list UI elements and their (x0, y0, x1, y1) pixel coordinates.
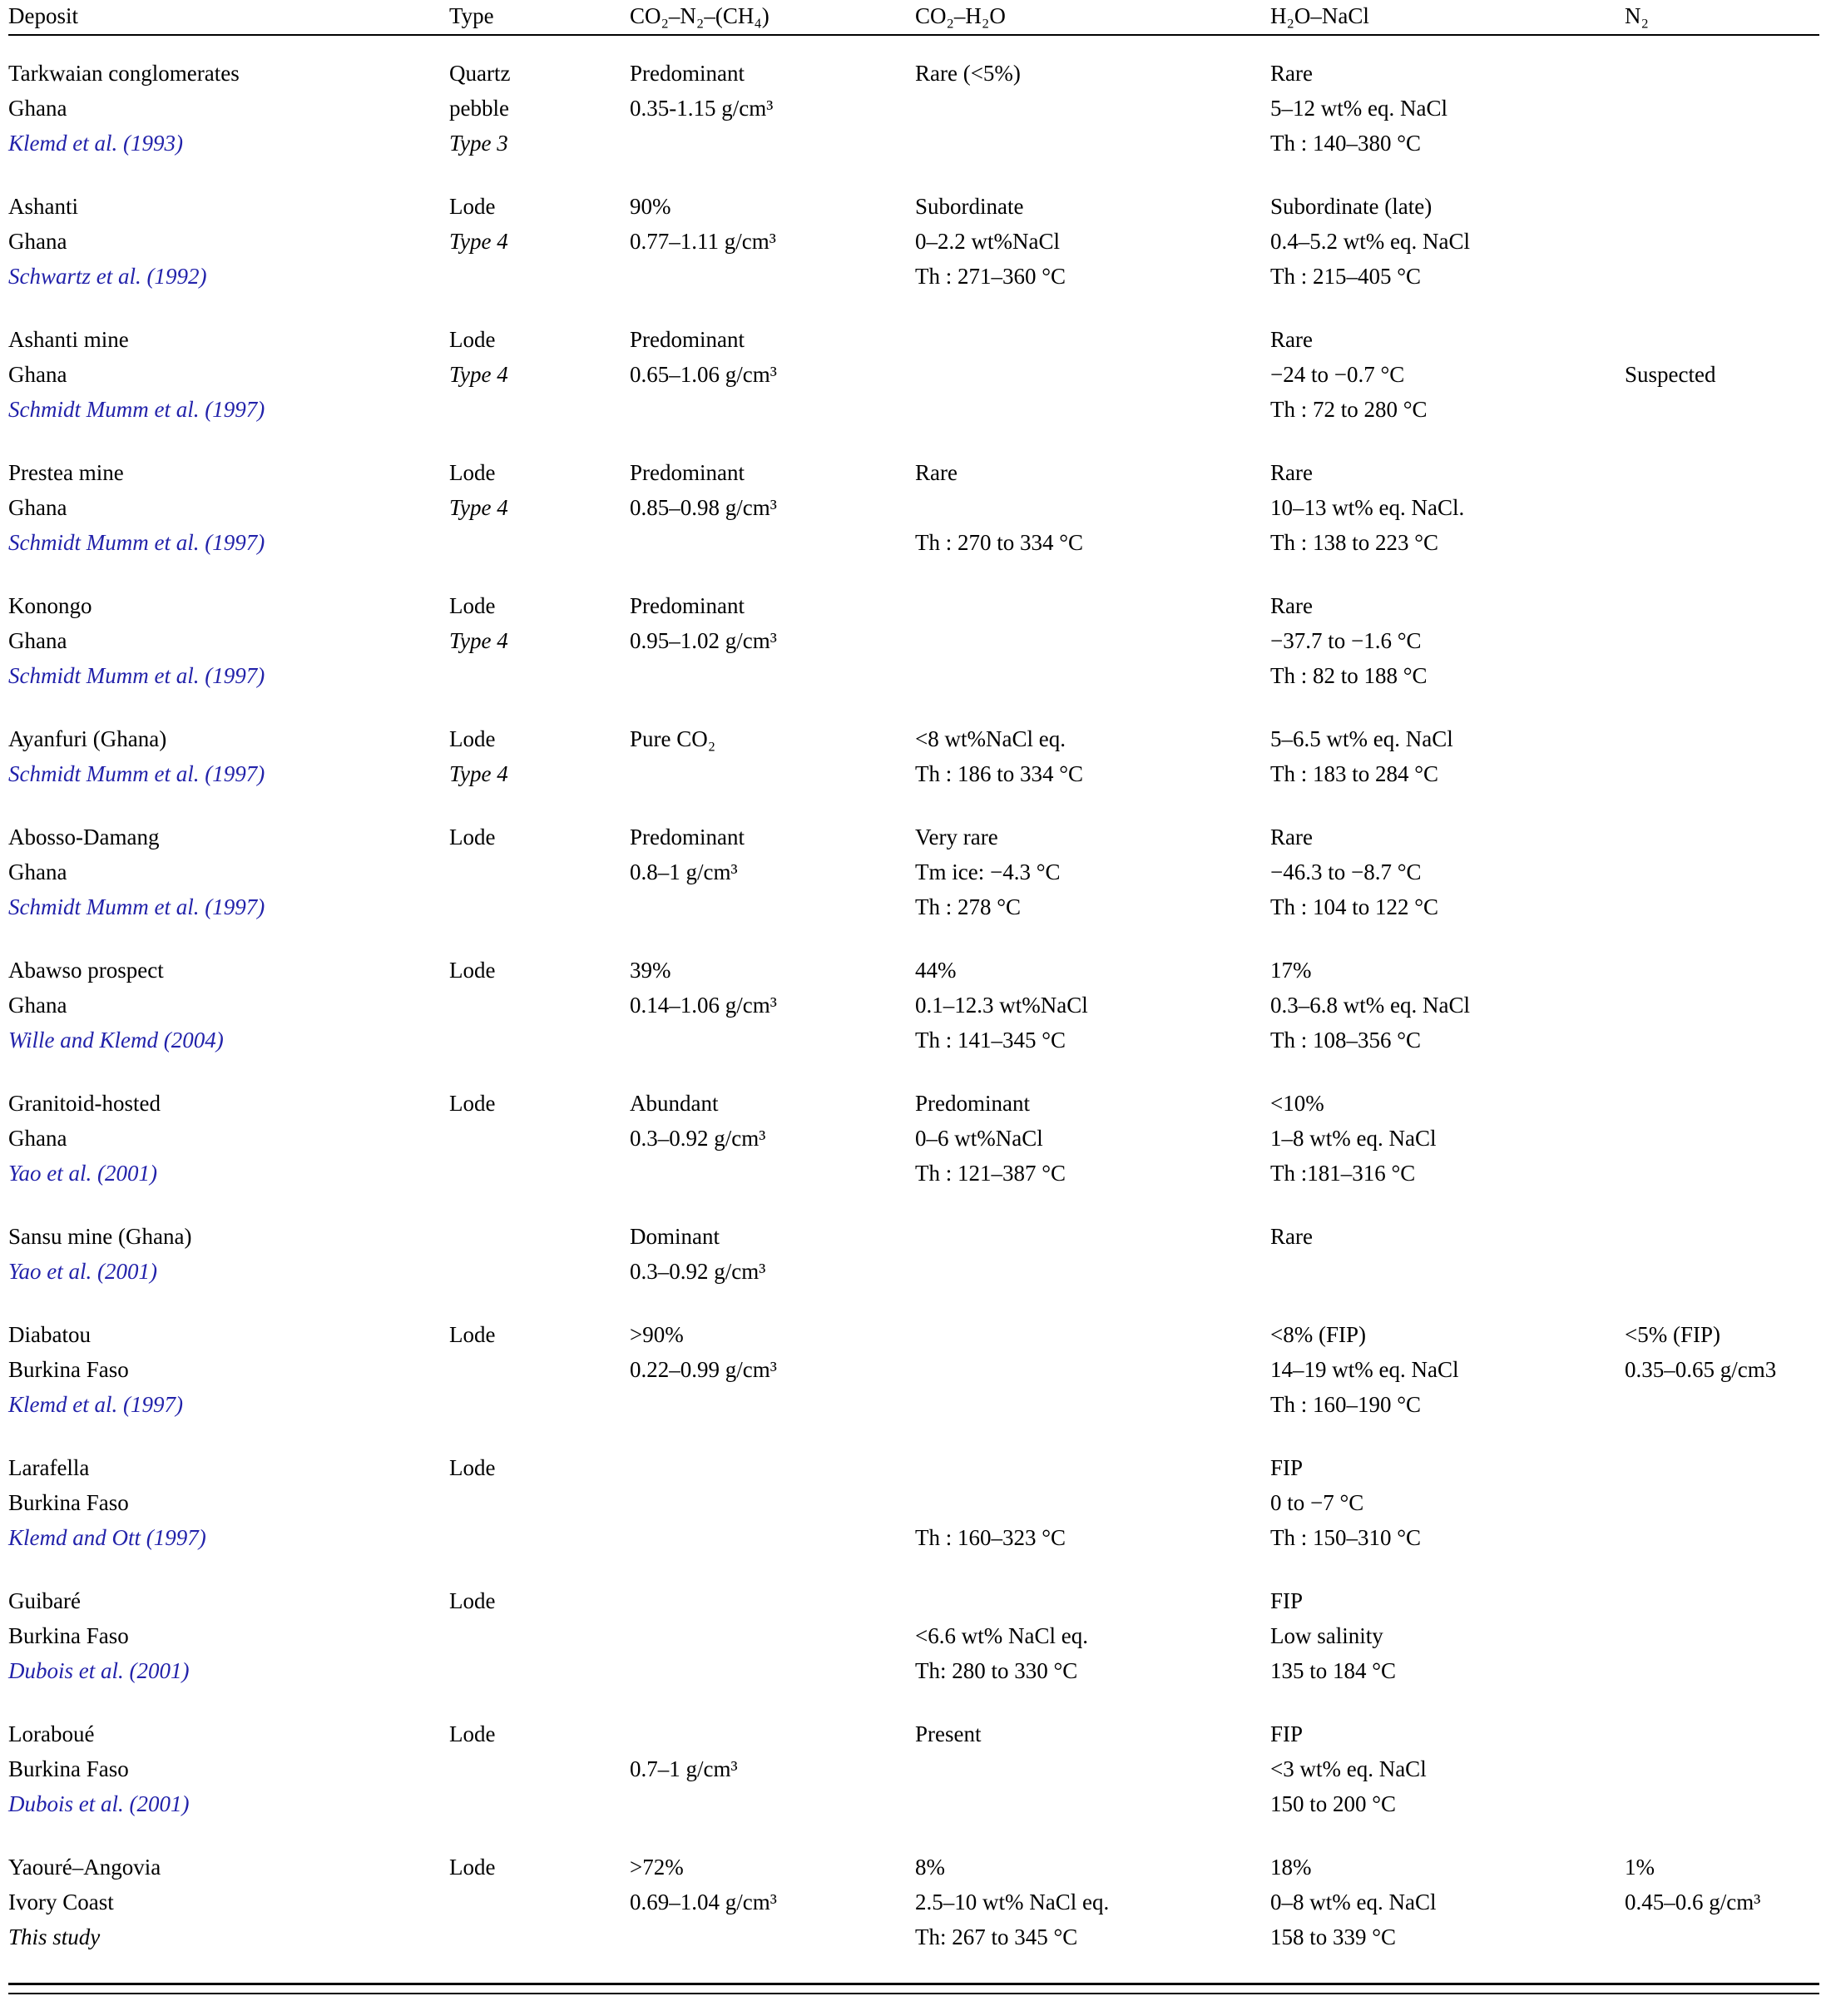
deposit-cell (8, 820, 449, 924)
co2-h2o-cell (915, 1219, 1270, 1289)
reference-link[interactable]: Schmidt Mumm et al. (1997) (8, 761, 265, 786)
h2o-nacl-line: Rare (1270, 593, 1313, 618)
type-variant-label: Type 4 (449, 362, 508, 387)
deposit-name-line: Granitoid-hosted (8, 1091, 161, 1116)
reference-link[interactable]: Yao et al. (2001) (8, 1161, 158, 1186)
co2-h2o-line: Very rare (915, 825, 998, 849)
deposit-cell (8, 1450, 449, 1555)
column-header-type: Type (449, 3, 494, 28)
h2o-nacl-line: −46.3 to −8.7 °C (1270, 859, 1422, 884)
h2o-nacl-line: FIP (1270, 1588, 1304, 1613)
co2-n2-ch4-line: Predominant (630, 61, 745, 86)
h2o-nacl-line: Subordinate (late) (1270, 194, 1433, 219)
n2-cell (1625, 1450, 1819, 1555)
h2o-nacl-line: Th : 150–310 °C (1270, 1525, 1422, 1550)
co2-h2o-cell (915, 455, 1270, 560)
type-line: Lode (449, 194, 496, 219)
h2o-nacl-cell (1270, 455, 1625, 560)
type-cell (449, 1450, 630, 1555)
type-cell (449, 56, 630, 161)
co2-n2-ch4-line: 0.14–1.06 g/cm³ (630, 993, 777, 1018)
co2-h2o-line: Th : 121–387 °C (915, 1161, 1066, 1186)
reference-link[interactable]: Schmidt Mumm et al. (1997) (8, 663, 265, 688)
type-cell (449, 953, 630, 1058)
co2-n2-ch4-line: Predominant (630, 593, 745, 618)
table-row (8, 1219, 1819, 1289)
co2-n2-ch4-line: Predominant (630, 327, 745, 352)
h2o-nacl-line: −37.7 to −1.6 °C (1270, 628, 1422, 653)
co2-h2o-line: Subordinate (915, 194, 1024, 219)
co2-h2o-line: Th : 270 to 334 °C (915, 530, 1084, 555)
n2-cell (1625, 1850, 1819, 1954)
table-header-row (8, 3, 1819, 36)
type-line: Lode (449, 1855, 496, 1880)
co2-n2-ch4-cell (630, 1450, 915, 1555)
deposit-name-line: Ashanti (8, 194, 78, 219)
h2o-nacl-line: Rare (1270, 1224, 1313, 1249)
co2-n2-ch4-cell (630, 588, 915, 693)
type-cell (449, 721, 630, 791)
column-header-co2-n2-ch4: CO₂–N₂–(CH₄) (630, 3, 769, 28)
n2-line: 0.45–0.6 g/cm³ (1625, 1890, 1761, 1914)
reference-link[interactable]: Klemd and Ott (1997) (8, 1525, 206, 1550)
co2-h2o-cell (915, 1450, 1270, 1555)
co2-h2o-cell (915, 322, 1270, 427)
n2-cell (1625, 721, 1819, 791)
h2o-nacl-line: Rare (1270, 825, 1313, 849)
h2o-nacl-line: 18% (1270, 1855, 1312, 1880)
deposit-name-line: Ghana (8, 628, 67, 653)
n2-cell (1625, 455, 1819, 560)
co2-n2-ch4-line: Predominant (630, 825, 745, 849)
co2-n2-ch4-line: 0.22–0.99 g/cm³ (630, 1357, 777, 1382)
h2o-nacl-line: Th : 215–405 °C (1270, 264, 1422, 289)
h2o-nacl-line: 17% (1270, 958, 1312, 983)
co2-n2-ch4-line: 0.85–0.98 g/cm³ (630, 495, 777, 520)
n2-cell (1625, 953, 1819, 1058)
table-row (8, 1716, 1819, 1821)
co2-h2o-line: Present (915, 1721, 982, 1746)
deposit-cell (8, 1583, 449, 1688)
h2o-nacl-line: 10–13 wt% eq. NaCl. (1270, 495, 1465, 520)
type-line: Lode (449, 1322, 496, 1347)
co2-h2o-line: 0.1–12.3 wt%NaCl (915, 993, 1088, 1018)
deposit-cell (8, 455, 449, 560)
h2o-nacl-line: Low salinity (1270, 1623, 1383, 1648)
table-row (8, 455, 1819, 560)
n2-line: <5% (FIP) (1625, 1322, 1720, 1347)
co2-n2-ch4-line: >90% (630, 1322, 684, 1347)
reference-link[interactable]: Yao et al. (2001) (8, 1259, 158, 1284)
co2-h2o-line: Th : 278 °C (915, 894, 1022, 919)
h2o-nacl-line: 14–19 wt% eq. NaCl (1270, 1357, 1459, 1382)
reference-this-study: This study (8, 1924, 101, 1949)
type-cell (449, 1219, 630, 1289)
deposit-cell (8, 322, 449, 427)
deposit-name-line: Sansu mine (Ghana) (8, 1224, 192, 1249)
type-line: Lode (449, 1721, 496, 1746)
co2-h2o-cell (915, 1086, 1270, 1191)
reference-link[interactable]: Schmidt Mumm et al. (1997) (8, 894, 265, 919)
deposit-name-line: Ghana (8, 859, 67, 884)
table-row (8, 322, 1819, 427)
n2-cell (1625, 322, 1819, 427)
table-row (8, 953, 1819, 1058)
h2o-nacl-cell (1270, 1450, 1625, 1555)
h2o-nacl-cell (1270, 1086, 1625, 1191)
co2-n2-ch4-cell (630, 820, 915, 924)
co2-n2-ch4-cell (630, 721, 915, 791)
reference-link[interactable]: Schmidt Mumm et al. (1997) (8, 397, 265, 422)
reference-link[interactable]: Dubois et al. (2001) (8, 1791, 190, 1816)
n2-cell (1625, 56, 1819, 161)
co2-n2-ch4-line: Pure CO₂ (630, 726, 716, 751)
deposit-name-line: Abosso-Damang (8, 825, 160, 849)
column-header-n2: N₂ (1625, 3, 1649, 28)
co2-n2-ch4-line: Predominant (630, 460, 745, 485)
table-body (8, 36, 1819, 1954)
co2-h2o-line: Th : 141–345 °C (915, 1028, 1066, 1053)
h2o-nacl-line: −24 to −0.7 °C (1270, 362, 1405, 387)
co2-n2-ch4-line: 0.8–1 g/cm³ (630, 859, 738, 884)
type-variant-label: Type 4 (449, 628, 508, 653)
h2o-nacl-line: 0.3–6.8 wt% eq. NaCl (1270, 993, 1470, 1018)
co2-n2-ch4-cell (630, 455, 915, 560)
co2-h2o-cell (915, 1850, 1270, 1954)
h2o-nacl-cell (1270, 189, 1625, 294)
type-cell (449, 1583, 630, 1688)
co2-h2o-cell (915, 56, 1270, 161)
reference-link[interactable]: Wille and Klemd (2004) (8, 1028, 224, 1053)
h2o-nacl-line: FIP (1270, 1721, 1304, 1746)
co2-h2o-line: 8% (915, 1855, 945, 1880)
h2o-nacl-line: Th : 108–356 °C (1270, 1028, 1422, 1053)
deposit-name-line: Burkina Faso (8, 1490, 129, 1515)
type-line: Lode (449, 593, 496, 618)
co2-n2-ch4-cell (630, 1583, 915, 1688)
h2o-nacl-cell (1270, 1850, 1625, 1954)
h2o-nacl-line: Th : 183 to 284 °C (1270, 761, 1439, 786)
co2-h2o-line: Th : 160–323 °C (915, 1525, 1066, 1550)
table-row (8, 721, 1819, 791)
co2-h2o-cell (915, 820, 1270, 924)
reference-link[interactable]: Klemd et al. (1993) (8, 131, 183, 156)
h2o-nacl-line: 0 to −7 °C (1270, 1490, 1364, 1515)
deposit-cell (8, 588, 449, 693)
deposit-cell (8, 1850, 449, 1954)
co2-h2o-line (915, 1485, 1260, 1520)
type-cell (449, 455, 630, 560)
co2-n2-ch4-cell (630, 1086, 915, 1191)
reference-link[interactable]: Schmidt Mumm et al. (1997) (8, 530, 265, 555)
co2-h2o-line: 0–6 wt%NaCl (915, 1126, 1043, 1151)
deposit-name-line: Larafella (8, 1455, 90, 1480)
deposit-name-line: Konongo (8, 593, 92, 618)
h2o-nacl-cell (1270, 1219, 1625, 1289)
deposit-name-line: Abawso prospect (8, 958, 164, 983)
h2o-nacl-line: Th : 160–190 °C (1270, 1392, 1422, 1417)
h2o-nacl-line: Rare (1270, 327, 1313, 352)
type-variant-label: Type 4 (449, 495, 508, 520)
co2-h2o-cell (915, 1583, 1270, 1688)
table-row (8, 1850, 1819, 1954)
n2-line: Suspected (1625, 362, 1716, 387)
h2o-nacl-line: Th : 140–380 °C (1270, 131, 1422, 156)
reference-link[interactable]: Dubois et al. (2001) (8, 1658, 190, 1683)
co2-n2-ch4-line: Dominant (630, 1224, 720, 1249)
deposit-name-line: Burkina Faso (8, 1756, 129, 1781)
type-line: Lode (449, 327, 496, 352)
co2-n2-ch4-line: 0.77–1.11 g/cm³ (630, 229, 776, 254)
n2-cell (1625, 189, 1819, 294)
deposit-name-line: Prestea mine (8, 460, 124, 485)
deposit-cell (8, 1317, 449, 1422)
table-row (8, 588, 1819, 693)
type-line: Lode (449, 1091, 496, 1116)
co2-n2-ch4-cell (630, 189, 915, 294)
table-row (8, 820, 1819, 924)
deposit-cell (8, 56, 449, 161)
co2-n2-ch4-line: 39% (630, 958, 671, 983)
h2o-nacl-line: Rare (1270, 460, 1313, 485)
type-cell (449, 1716, 630, 1821)
co2-h2o-line: 0–2.2 wt%NaCl (915, 229, 1060, 254)
co2-n2-ch4-cell (630, 1317, 915, 1422)
co2-n2-ch4-cell (630, 1850, 915, 1954)
co2-n2-ch4-line: >72% (630, 1855, 684, 1880)
deposit-name-line: Ghana (8, 362, 67, 387)
type-cell (449, 322, 630, 427)
co2-h2o-cell (915, 1317, 1270, 1422)
deposit-cell (8, 189, 449, 294)
co2-n2-ch4-line: 0.3–0.92 g/cm³ (630, 1259, 766, 1284)
h2o-nacl-line: 0.4–5.2 wt% eq. NaCl (1270, 229, 1470, 254)
type-line: Lode (449, 1455, 496, 1480)
co2-h2o-cell (915, 588, 1270, 693)
table-bottom-rule (8, 1983, 1819, 1994)
co2-h2o-line: <6.6 wt% NaCl eq. (915, 1623, 1088, 1648)
deposit-name-line: Burkina Faso (8, 1623, 129, 1648)
co2-n2-ch4-cell (630, 953, 915, 1058)
h2o-nacl-line: 150 to 200 °C (1270, 1791, 1397, 1816)
h2o-nacl-cell (1270, 721, 1625, 791)
h2o-nacl-line: Th : 72 to 280 °C (1270, 397, 1428, 422)
deposit-name-line: Ghana (8, 495, 67, 520)
co2-n2-ch4-line: 0.3–0.92 g/cm³ (630, 1126, 766, 1151)
deposit-name-line: Ghana (8, 229, 67, 254)
type-line: Lode (449, 460, 496, 485)
type-cell (449, 1086, 630, 1191)
n2-cell (1625, 820, 1819, 924)
type-cell (449, 1317, 630, 1422)
co2-n2-ch4-line: 0.95–1.02 g/cm³ (630, 628, 777, 653)
table-row (8, 1583, 1819, 1688)
co2-h2o-line: Th : 186 to 334 °C (915, 761, 1084, 786)
co2-h2o-cell (915, 1716, 1270, 1821)
h2o-nacl-cell (1270, 953, 1625, 1058)
co2-h2o-line: 44% (915, 958, 957, 983)
co2-n2-ch4-cell (630, 322, 915, 427)
type-variant-label: Type 4 (449, 229, 508, 254)
n2-line: 0.35–0.65 g/cm3 (1625, 1357, 1777, 1382)
reference-link[interactable]: Klemd et al. (1997) (8, 1392, 183, 1417)
table-row (8, 1086, 1819, 1191)
co2-n2-ch4-line: 0.35-1.15 g/cm³ (630, 96, 774, 121)
co2-h2o-cell (915, 189, 1270, 294)
table-row (8, 1317, 1819, 1422)
type-line: Lode (449, 825, 496, 849)
deposit-name-line: Ghana (8, 993, 67, 1018)
deposit-name-line: Burkina Faso (8, 1357, 129, 1382)
h2o-nacl-cell (1270, 588, 1625, 693)
table-row (8, 56, 1819, 161)
co2-n2-ch4-cell (630, 1219, 915, 1289)
h2o-nacl-cell (1270, 1583, 1625, 1688)
n2-line: 1% (1625, 1855, 1655, 1880)
table-row (8, 1450, 1819, 1555)
table-row (8, 189, 1819, 294)
n2-cell (1625, 588, 1819, 693)
deposit-name-line: Ivory Coast (8, 1890, 114, 1914)
deposit-name-line: Yaouré–Angovia (8, 1855, 161, 1880)
n2-cell (1625, 1716, 1819, 1821)
type-variant-label: Type 4 (449, 761, 508, 786)
column-header-co2-h2o: CO₂–H₂O (915, 3, 1006, 28)
type-cell (449, 588, 630, 693)
h2o-nacl-cell (1270, 1716, 1625, 1821)
h2o-nacl-line: Th :181–316 °C (1270, 1161, 1416, 1186)
deposit-cell (8, 1086, 449, 1191)
h2o-nacl-line: 0–8 wt% eq. NaCl (1270, 1890, 1437, 1914)
deposit-name-line: Loraboué (8, 1721, 95, 1746)
h2o-nacl-line: <10% (1270, 1091, 1324, 1116)
type-line: Lode (449, 958, 496, 983)
co2-h2o-line: Rare (915, 460, 958, 485)
deposit-name-line: Ashanti mine (8, 327, 129, 352)
co2-h2o-line: <8 wt%NaCl eq. (915, 726, 1066, 751)
co2-h2o-line: Tm ice: −4.3 °C (915, 859, 1061, 884)
deposit-cell (8, 1219, 449, 1289)
h2o-nacl-line: 158 to 339 °C (1270, 1924, 1397, 1949)
type-cell (449, 1850, 630, 1954)
deposit-cell (8, 953, 449, 1058)
co2-n2-ch4-cell (630, 56, 915, 161)
co2-n2-ch4-line: 0.7–1 g/cm³ (630, 1756, 738, 1781)
co2-n2-ch4-line: 90% (630, 194, 671, 219)
deposit-name-line: Ghana (8, 1126, 67, 1151)
co2-h2o-line: Rare (<5%) (915, 61, 1021, 86)
type-variant-label: Type 3 (449, 131, 508, 156)
deposit-cell (8, 1716, 449, 1821)
type-cell (449, 820, 630, 924)
h2o-nacl-line: 135 to 184 °C (1270, 1658, 1397, 1683)
h2o-nacl-line: Th : 104 to 122 °C (1270, 894, 1439, 919)
type-line: Quartz (449, 61, 511, 86)
h2o-nacl-cell (1270, 56, 1625, 161)
n2-line (1625, 322, 1809, 357)
h2o-nacl-line: Th : 138 to 223 °C (1270, 530, 1439, 555)
h2o-nacl-line: FIP (1270, 1455, 1304, 1480)
n2-cell (1625, 1086, 1819, 1191)
co2-h2o-line: 2.5–10 wt% NaCl eq. (915, 1890, 1110, 1914)
co2-n2-ch4-line: 0.65–1.06 g/cm³ (630, 362, 777, 387)
co2-h2o-cell (915, 953, 1270, 1058)
h2o-nacl-line: Rare (1270, 61, 1313, 86)
h2o-nacl-line: <8% (FIP) (1270, 1322, 1366, 1347)
co2-h2o-line (915, 1450, 1260, 1485)
co2-n2-ch4-line (630, 1716, 905, 1751)
type-line: Lode (449, 1588, 496, 1613)
co2-h2o-line: Predominant (915, 1091, 1030, 1116)
co2-h2o-line (915, 1583, 1260, 1618)
deposit-name-line: Ghana (8, 96, 67, 121)
deposit-name-line: Guibaré (8, 1588, 81, 1613)
deposit-cell (8, 721, 449, 791)
n2-cell (1625, 1317, 1819, 1422)
h2o-nacl-line: <3 wt% eq. NaCl (1270, 1756, 1427, 1781)
h2o-nacl-line: 1–8 wt% eq. NaCl (1270, 1126, 1437, 1151)
n2-cell (1625, 1583, 1819, 1688)
h2o-nacl-line: 5–12 wt% eq. NaCl (1270, 96, 1447, 121)
deposit-name-line: Tarkwaian conglomerates (8, 61, 240, 86)
column-header-deposit: Deposit (8, 3, 78, 28)
h2o-nacl-cell (1270, 820, 1625, 924)
co2-h2o-cell (915, 721, 1270, 791)
co2-n2-ch4-cell (630, 1716, 915, 1821)
type-line: Lode (449, 726, 496, 751)
deposit-name-line: Diabatou (8, 1322, 91, 1347)
co2-n2-ch4-line: Abundant (630, 1091, 719, 1116)
h2o-nacl-line: Th : 82 to 188 °C (1270, 663, 1428, 688)
co2-h2o-line: Th : 271–360 °C (915, 264, 1066, 289)
deposit-name-line: Ayanfuri (Ghana) (8, 726, 167, 751)
co2-h2o-line: Th: 267 to 345 °C (915, 1924, 1078, 1949)
reference-link[interactable]: Schwartz et al. (1992) (8, 264, 207, 289)
n2-cell (1625, 1219, 1819, 1289)
co2-n2-ch4-line: 0.69–1.04 g/cm³ (630, 1890, 777, 1914)
h2o-nacl-cell (1270, 1317, 1625, 1422)
type-cell (449, 189, 630, 294)
co2-h2o-line (915, 490, 1260, 525)
type-line: pebble (449, 96, 509, 121)
h2o-nacl-line: 5–6.5 wt% eq. NaCl (1270, 726, 1453, 751)
column-header-h2o-nacl: H₂O–NaCl (1270, 3, 1369, 28)
co2-h2o-line: Th: 280 to 330 °C (915, 1658, 1078, 1683)
h2o-nacl-cell (1270, 322, 1625, 427)
